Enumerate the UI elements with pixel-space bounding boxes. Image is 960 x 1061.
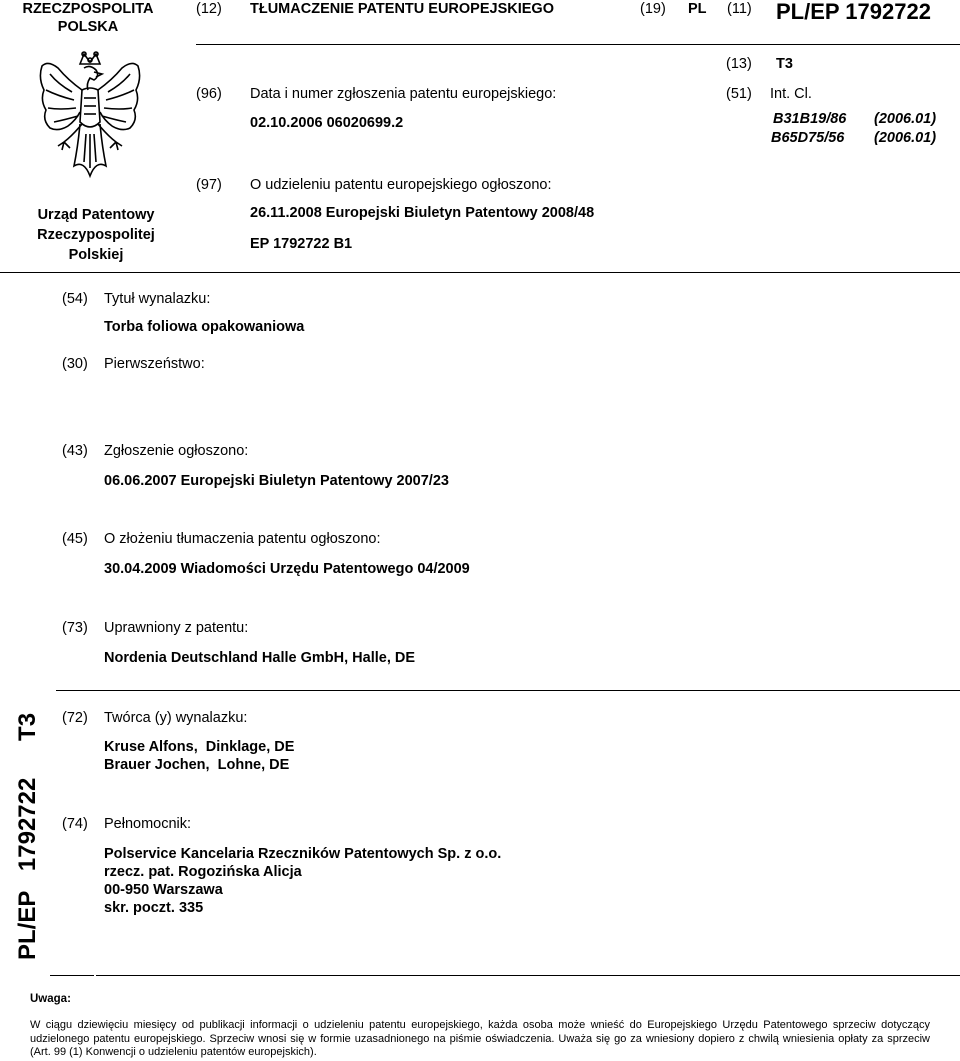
translation-label: O złożeniu tłumaczenia patentu ogłoszono: — [104, 531, 381, 547]
publication-number: PL/EP 1792722 — [776, 0, 931, 24]
application-value: 02.10.2006 06020699.2 — [250, 115, 404, 131]
country-name: RZECZPOSPOLITA POLSKA — [22, 1, 154, 35]
side-kind-code: T3 — [14, 712, 41, 741]
attorney-value: rzecz. pat. Rogozińska Alicja — [104, 864, 302, 880]
attorney-label: Pełnomocnik: — [104, 816, 192, 832]
document-type: TŁUMACZENIE PATENTU EUROPEJSKIEGO — [250, 1, 554, 17]
code-74: (74) — [62, 816, 88, 832]
title-label: Tytuł wynalazku: — [104, 291, 211, 307]
code-54: (54) — [62, 291, 88, 307]
office-name-line: Polskiej — [68, 247, 124, 263]
polish-eagle-emblem-icon — [28, 50, 152, 190]
office-name-line: Urząd Patentowy — [37, 207, 155, 223]
country-code: PL — [688, 1, 707, 17]
footer-rule — [96, 975, 960, 976]
section-rule — [56, 690, 960, 691]
kind-code: T3 — [776, 56, 793, 72]
attorney-value: skr. poczt. 335 — [104, 900, 204, 916]
office-name — [8, 205, 184, 265]
code-72: (72) — [62, 710, 88, 726]
ipc-label: Int. Cl. — [770, 86, 812, 102]
ipc-class: B65D75/56 — [771, 130, 845, 146]
code-19: (19) — [640, 1, 666, 17]
inventor-label: Twórca (y) wynalazku: — [104, 710, 248, 726]
inventor-value: Brauer Jochen, Lohne, DE — [104, 757, 290, 773]
code-43: (43) — [62, 443, 88, 459]
section-rule — [0, 272, 960, 273]
inventor-value: Kruse Alfons, Dinklage, DE — [104, 739, 295, 755]
code-45: (45) — [62, 531, 88, 547]
ipc-class: B31B19/86 — [773, 111, 847, 127]
application-published-value: 06.06.2007 Europejski Biuletyn Patentowy 2007/23 — [104, 473, 449, 489]
header-rule — [196, 44, 960, 45]
code-73: (73) — [62, 620, 88, 636]
application-published-label: Zgłoszenie ogłoszono: — [104, 443, 249, 459]
notice-heading: Uwaga: — [30, 993, 71, 1005]
attorney-value: Polservice Kancelaria Rzeczników Patentowych Sp. z o.o. — [104, 846, 502, 862]
ipc-version: (2006.01) — [874, 130, 937, 146]
grant-value: 26.11.2008 Europejski Biuletyn Patentowy 2008/48 — [250, 205, 595, 221]
grant-label: O udzieleniu patentu europejskiego ogłoszono: — [250, 177, 552, 193]
priority-label: Pierwszeństwo: — [104, 356, 205, 372]
code-13: (13) — [726, 56, 752, 72]
grant-ep-number: EP 1792722 B1 — [250, 236, 353, 252]
translation-value: 30.04.2009 Wiadomości Urzędu Patentowego 04/2009 — [104, 561, 470, 577]
code-30: (30) — [62, 356, 88, 372]
application-label: Data i numer zgłoszenia patentu europejskiego: — [250, 86, 557, 102]
code-96: (96) — [196, 86, 222, 102]
code-97: (97) — [196, 177, 222, 193]
code-11: (11) — [727, 1, 752, 17]
side-publication-number: PL/EP 1792722 — [14, 777, 41, 960]
side-publication-label — [14, 705, 42, 960]
invention-title: Torba foliowa opakowaniowa — [104, 319, 305, 335]
code-51: (51) — [726, 86, 752, 102]
notice-text: W ciągu dziewięciu miesięcy od publikacji informacji o udzieleniu patentu europejskiego, każda osoba może wnieść do Europejskiego Urzędu Patentowego sprzeciw dotyczący udzielonego patentu europejskiego. Sprzeciw wnosi się w formie uzasadnionego na piśmie oświadczenia. Uważa się go za wniesiony dopiero z chwilą wniesienia opłaty za sprzeciw (Art. 99 (1) Konwencji o udzieleniu patentów europejskich). — [30, 1019, 930, 1059]
ipc-version: (2006.01) — [874, 111, 937, 127]
office-name-line: Rzeczypospolitej — [37, 227, 155, 243]
code-12: (12) — [196, 1, 222, 17]
proprietor-label: Uprawniony z patentu: — [104, 620, 249, 636]
attorney-value: 00-950 Warszawa — [104, 882, 223, 898]
footer-rule-left — [50, 975, 94, 976]
proprietor-value: Nordenia Deutschland Halle GmbH, Halle, DE — [104, 650, 416, 666]
